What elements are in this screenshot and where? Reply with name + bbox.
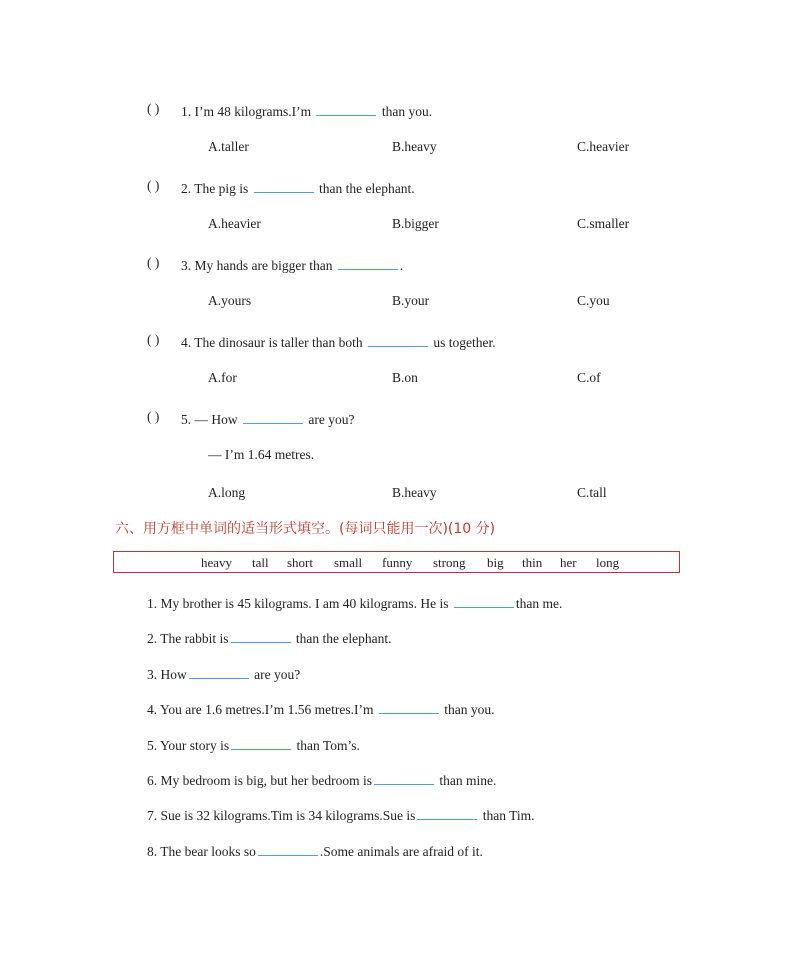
answer-blank[interactable] <box>243 409 303 424</box>
fill-post: than mine. <box>439 773 497 788</box>
question-text <box>181 332 496 351</box>
fill-item-1 <box>147 593 562 612</box>
option-b: B.bigger <box>392 216 439 231</box>
question-post: us together. <box>433 335 496 350</box>
question-text <box>181 101 432 120</box>
option-b: B.heavy <box>392 485 437 500</box>
question-number: 3. <box>181 258 192 273</box>
fill-item-5 <box>147 735 360 754</box>
question-text <box>181 409 354 428</box>
answer-paren[interactable]: ( ) <box>147 255 160 270</box>
question-post: . <box>399 258 404 273</box>
fill-item-4 <box>147 699 494 718</box>
answer-blank[interactable] <box>368 332 428 347</box>
word-bank-item: big <box>487 555 504 570</box>
option-c: C.tall <box>577 485 607 500</box>
fill-post: than me. <box>515 596 563 611</box>
answer-blank[interactable] <box>231 735 291 750</box>
fill-item-6 <box>147 770 496 789</box>
word-bank-item: long <box>596 555 620 570</box>
answer-blank[interactable] <box>189 664 249 679</box>
answer-blank[interactable] <box>258 841 318 856</box>
option-a: A.taller <box>208 139 249 154</box>
option-b: B.on <box>392 370 418 385</box>
fill-post: than Tom’s. <box>296 738 360 753</box>
option-a: A.for <box>208 370 237 385</box>
answer-paren[interactable]: ( ) <box>147 178 160 193</box>
fill-item-3 <box>147 664 300 683</box>
word-bank-item: thin <box>522 555 543 570</box>
word-bank-item: her <box>560 555 577 570</box>
answer-blank[interactable] <box>231 628 291 643</box>
question-post: than the elephant. <box>319 181 415 196</box>
answer-blank[interactable] <box>374 770 434 785</box>
question-number: 4. <box>181 335 192 350</box>
question-pre: My hands are bigger than <box>194 258 333 273</box>
option-b: B.your <box>392 293 430 308</box>
question-pre: — How <box>194 412 238 427</box>
fill-post: than the elephant. <box>295 631 392 646</box>
fill-pre: 3. How <box>147 667 187 682</box>
answer-blank[interactable] <box>338 255 398 270</box>
fill-item-2 <box>147 628 391 647</box>
fill-item-8 <box>147 841 483 860</box>
option-c: C.heavier <box>577 139 630 154</box>
fill-pre: 8. The bear looks so <box>147 844 256 859</box>
fill-pre: 7. Sue is 32 kilograms.Tim is 34 kilograms.Sue is <box>147 808 416 823</box>
word-bank-item: short <box>287 555 313 570</box>
fill-pre: 5. Your story is <box>147 738 230 753</box>
question-post: are you? <box>308 412 355 427</box>
question-text <box>181 178 415 197</box>
question-pre: The pig is <box>194 181 249 196</box>
word-bank-item: strong <box>433 555 466 570</box>
answer-blank[interactable] <box>379 699 439 714</box>
fill-post: are you? <box>254 667 301 682</box>
fill-pre: 2. The rabbit is <box>147 631 229 646</box>
fill-post: than Tim. <box>482 808 535 823</box>
option-c: C.smaller <box>577 216 630 231</box>
option-a: A.long <box>208 485 246 500</box>
question-number: 2. <box>181 181 192 196</box>
fill-pre: 1. My brother is 45 kilograms. I am 40 kilograms. He is <box>147 596 449 611</box>
word-bank-item: funny <box>382 555 413 570</box>
question-pre: The dinosaur is taller than both <box>194 335 363 350</box>
question-response-line: — I’m 1.64 metres. <box>208 447 315 462</box>
answer-paren[interactable]: ( ) <box>147 101 160 116</box>
word-bank-item: heavy <box>201 555 233 570</box>
fill-post: than you. <box>444 702 495 717</box>
answer-blank[interactable] <box>417 805 477 820</box>
answer-blank[interactable] <box>254 178 314 193</box>
option-a: A.yours <box>208 293 252 308</box>
question-number: 5. <box>181 412 192 427</box>
option-b: B.heavy <box>392 139 437 154</box>
question-post: than you. <box>381 104 433 119</box>
answer-blank[interactable] <box>316 101 376 116</box>
option-c: C.you <box>577 293 610 308</box>
fill-post: .Some animals are afraid of it. <box>319 844 483 859</box>
answer-paren[interactable]: ( ) <box>147 332 160 347</box>
answer-blank[interactable] <box>454 593 514 608</box>
fill-pre: 4. You are 1.6 metres.I’m 1.56 metres.I’m <box>147 702 374 717</box>
question-pre: I’m 48 kilograms.I’m <box>194 104 312 119</box>
section-heading: 六、用方框中单词的适当形式填空。(每词只能用一次)(10 分) <box>115 521 496 537</box>
option-a: A.heavier <box>208 216 261 231</box>
word-bank-item: small <box>334 555 363 570</box>
answer-paren[interactable]: ( ) <box>147 409 160 424</box>
question-text <box>181 255 403 274</box>
word-bank-item: tall <box>252 555 269 570</box>
question-number: 1. <box>181 104 192 119</box>
fill-item-7 <box>147 805 535 824</box>
option-c: C.of <box>577 370 601 385</box>
fill-pre: 6. My bedroom is big, but her bedroom is <box>147 773 372 788</box>
word-box <box>113 551 680 573</box>
